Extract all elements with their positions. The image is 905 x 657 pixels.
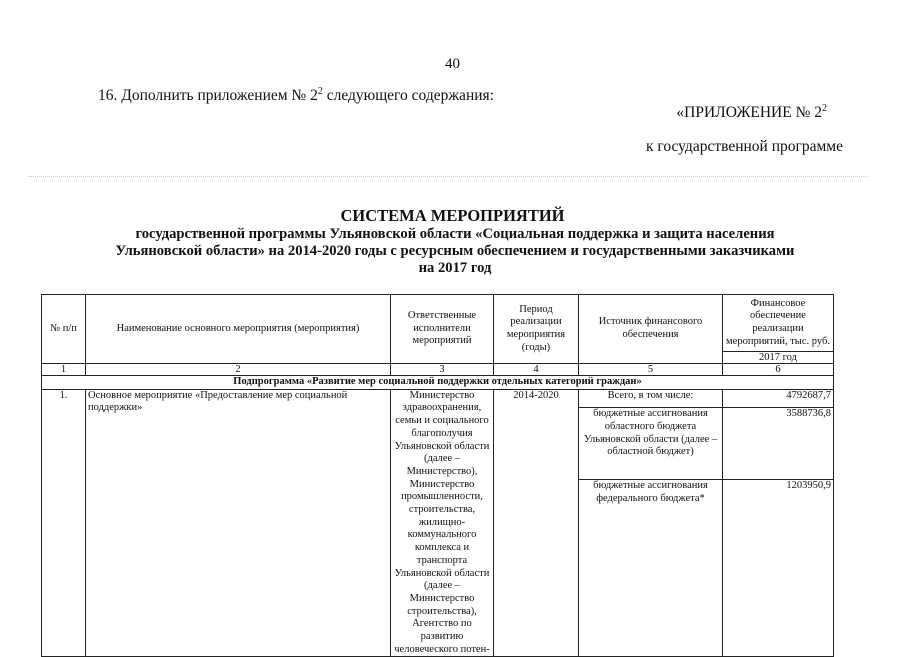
- header-row: [42, 295, 834, 352]
- column-number-row: [42, 364, 834, 376]
- header-year: 2017 год: [723, 352, 834, 364]
- row-number: 1.: [42, 389, 86, 657]
- source-regional-value: 3588736,8: [723, 408, 834, 480]
- page-number: 40: [445, 56, 460, 72]
- header-num: № п/п: [42, 295, 86, 364]
- subheading-line-3: на 2017 год: [418, 260, 492, 276]
- instruction-suffix: следующего содержания:: [322, 87, 494, 105]
- instruction-superscript: 2: [317, 86, 323, 97]
- source-total-label: Всего, в том числе:: [579, 389, 723, 408]
- column-number-2: 2: [86, 364, 391, 376]
- document-subheading: [110, 226, 800, 277]
- row-activity-name: Основное мероприятие «Предоставление мер социальной поддержки»: [86, 389, 391, 657]
- subprogram-title: Подпрограмма «Развитие мер социальной поддержки отдельных категорий граждан»: [42, 376, 834, 390]
- column-number-3: 3: [391, 364, 494, 376]
- header-name: Наименование основного мероприятия (мероприятия): [86, 295, 391, 364]
- column-number-4: 4: [494, 364, 579, 376]
- appendix-subtitle: к государственной программе: [645, 138, 843, 155]
- subheading-line-1: государственной программы Ульяновской области «Социальная поддержка и защита населения: [135, 226, 775, 242]
- instruction-prefix: 16. Дополнить приложением № 2: [98, 87, 318, 105]
- column-number-5: 5: [579, 364, 723, 376]
- scan-artifact-line: [28, 176, 868, 177]
- appendix-superscript: 2: [822, 103, 827, 114]
- column-number-6: 6: [723, 364, 834, 376]
- activities-table: [41, 294, 834, 657]
- appendix-title-text: «ПРИЛОЖЕНИЕ № 2: [676, 104, 822, 122]
- source-total-value: 4792687,7: [723, 389, 834, 408]
- subheading-line-2: Ульяновской области» на 2014-2020 годы с ресурсным обеспечением и государственными заказчиками: [115, 243, 795, 259]
- section-row: [42, 376, 834, 390]
- appendix-title: [676, 103, 827, 122]
- row-period: 2014-2020: [494, 389, 579, 657]
- header-period: Период реализации мероприятия (годы): [494, 295, 579, 364]
- header-funding: Финансовое обеспечение реализации мероприятий, тыс. руб.: [723, 295, 834, 352]
- source-federal-value: 1203950,9: [723, 480, 834, 657]
- table-row: [42, 389, 834, 408]
- document-heading: СИСТЕМА МЕРОПРИЯТИЙ: [340, 206, 565, 225]
- instruction-text: [98, 86, 494, 105]
- header-executors: Ответственные исполнители мероприятий: [391, 295, 494, 364]
- row-executors: Министерство здравоохранения, семьи и социального благополучия Ульяновской области (далее – Министерство), Министерство промышленности, строительства, жилищно-коммунального комплекса и транспорта Ульяновской области (далее – Министерство строительства), Агентство по развитию человеческого потен-: [391, 389, 494, 657]
- source-regional-label: бюджетные ассигнования областного бюджета Ульяновской области (далее – областной бюджет): [579, 408, 723, 480]
- column-number-1: 1: [42, 364, 86, 376]
- source-federal-label: бюджетные ассигнования федерального бюджета*: [579, 480, 723, 657]
- header-source: Источник финансового обеспечения: [579, 295, 723, 364]
